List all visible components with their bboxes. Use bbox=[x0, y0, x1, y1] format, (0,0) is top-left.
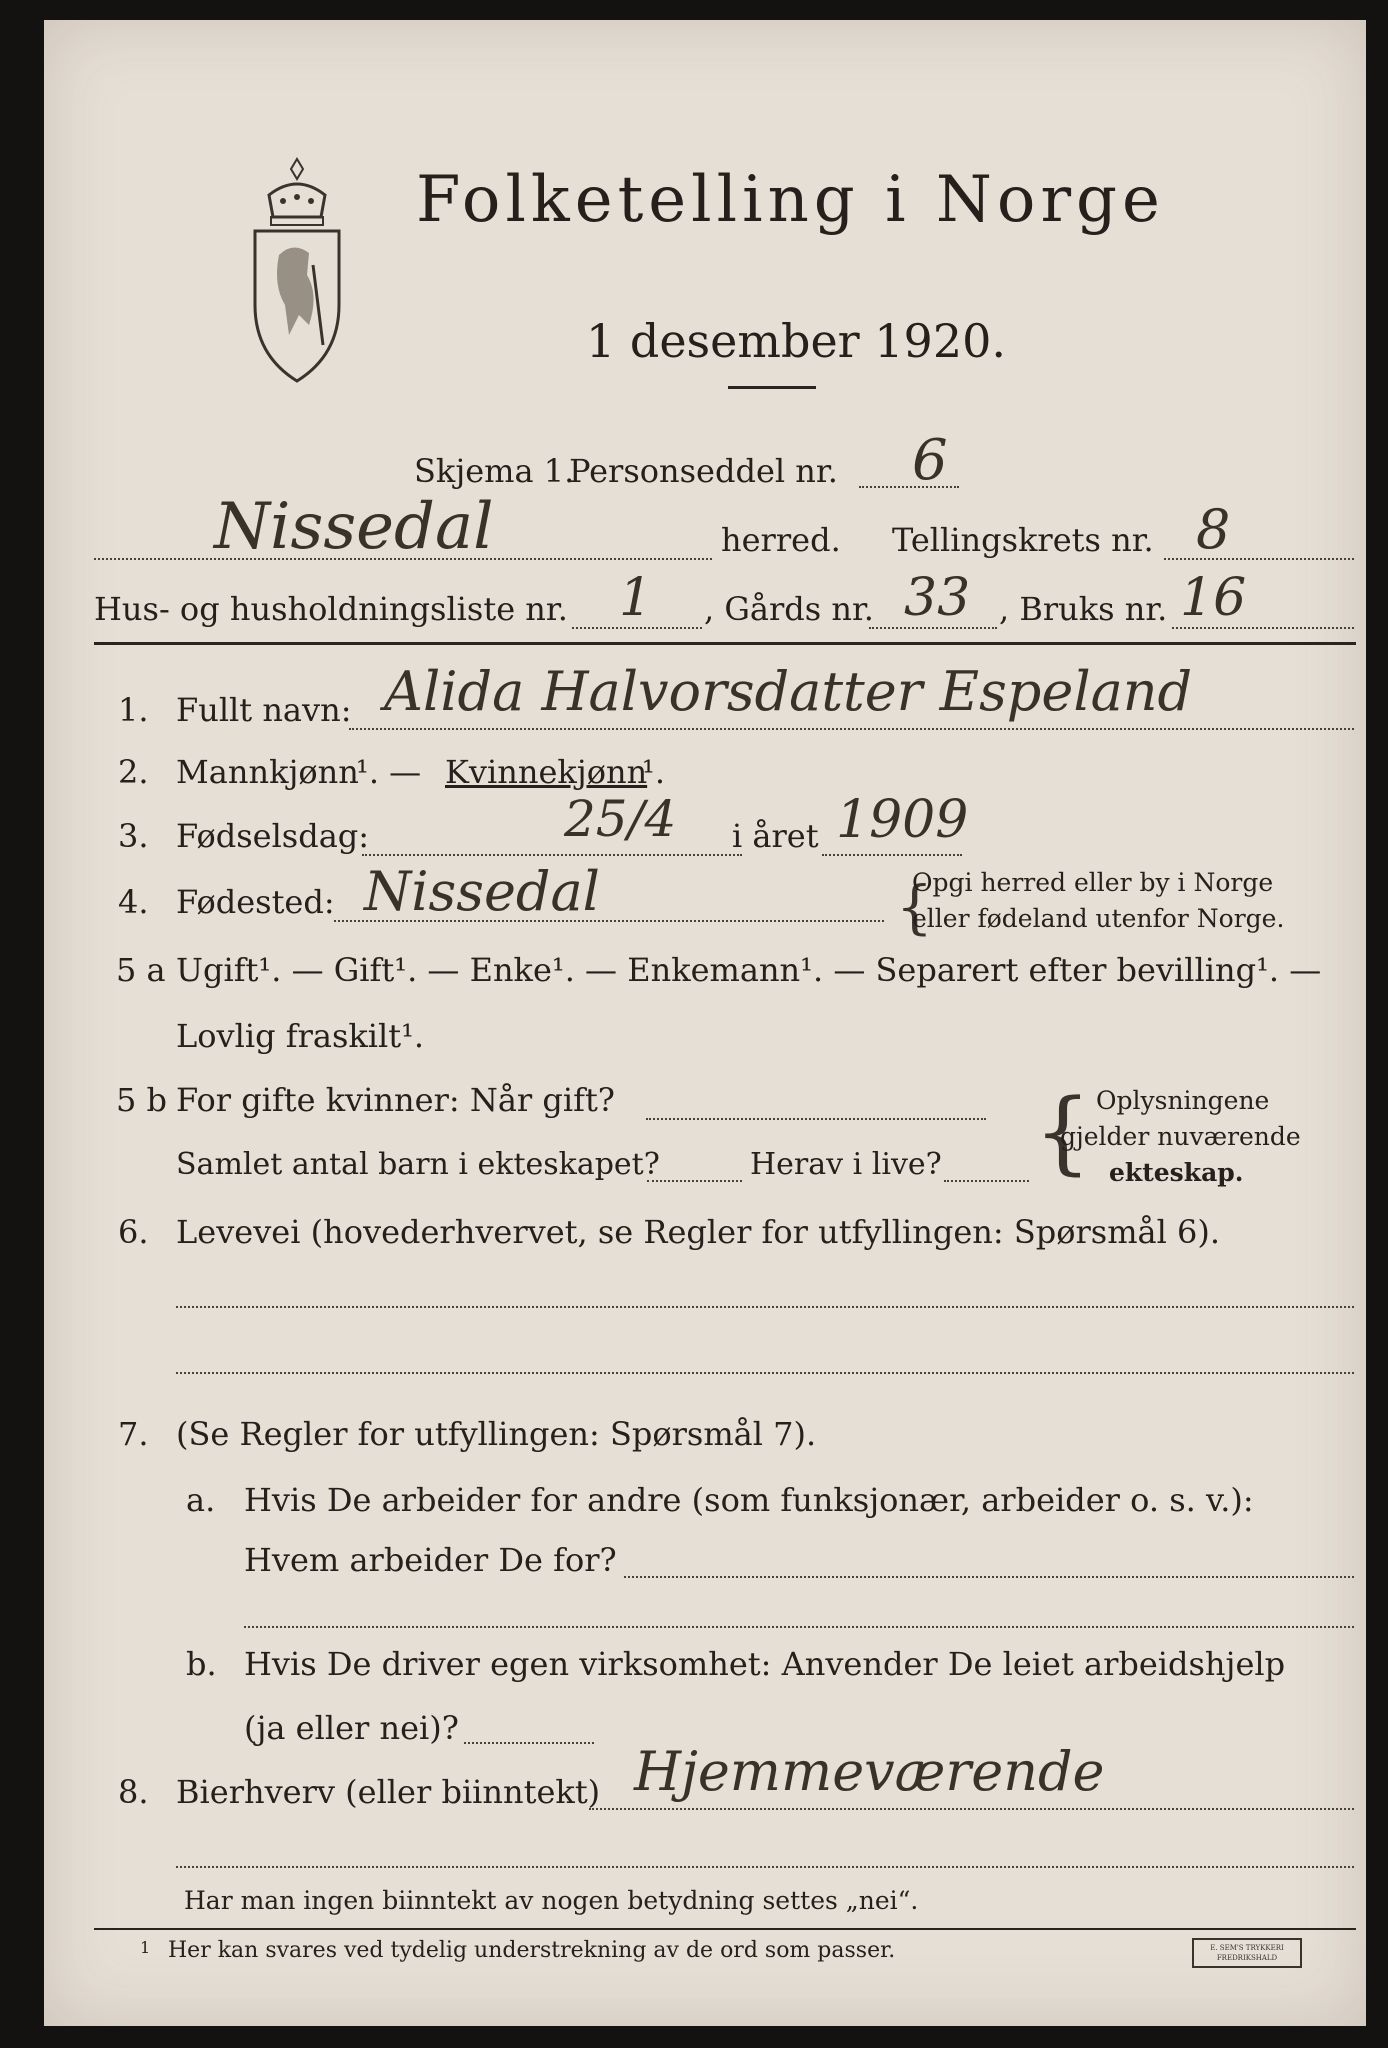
footer-note: Har man ingen biinntekt av nogen betydning settes „nei“. bbox=[184, 1886, 919, 1915]
q3-value: 25/4 bbox=[564, 790, 677, 848]
gards-label: , Gårds nr. bbox=[704, 590, 874, 628]
q7b-line bbox=[464, 1742, 594, 1744]
skjema-label: Skjema 1. bbox=[414, 452, 575, 490]
q5b-brace: { bbox=[1034, 1080, 1092, 1185]
q8-label: Bierhverv (eller biinntekt) bbox=[176, 1773, 601, 1811]
q8-number: 8. bbox=[118, 1773, 149, 1811]
form-title: Folketelling i Norge bbox=[416, 163, 1165, 237]
q5b-number: 5 b bbox=[116, 1081, 168, 1119]
q7a-text: Hvis De arbeider for andre (som funksjonær, arbeider o. s. v.): bbox=[244, 1481, 1254, 1519]
q2-separator: ¹. — bbox=[356, 753, 422, 791]
header-divider bbox=[94, 642, 1356, 645]
q5a-number: 5 a bbox=[116, 951, 166, 989]
herred-value: Nissedal bbox=[214, 490, 494, 564]
footnote-number: 1 bbox=[140, 1938, 151, 1957]
tellingskrets-value: 8 bbox=[1196, 498, 1231, 561]
coat-of-arms-icon bbox=[249, 155, 345, 385]
footnote-text: Her kan svares ved tydelig understrekning av de ord som passer. bbox=[168, 1938, 896, 1963]
q8-line1 bbox=[589, 1808, 1354, 1810]
q6-text: Levevei (hovederhvervet, se Regler for utfyllingen: Spørsmål 6). bbox=[176, 1213, 1221, 1251]
census-form bbox=[44, 20, 1366, 2026]
q5b-note-line1: Oplysningene bbox=[1096, 1086, 1270, 1115]
q2-end: ¹. bbox=[642, 753, 665, 791]
bruks-label: , Bruks nr. bbox=[999, 590, 1168, 628]
personseddel-label: Personseddel nr. bbox=[569, 452, 838, 490]
q5a-options: Ugift¹. — Gift¹. — Enke¹. — Enkemann¹. — Separert efter bevilling¹. — bbox=[176, 951, 1322, 989]
q7a-line2 bbox=[244, 1626, 1354, 1628]
printer-stamp-text: E. SEM'S TRYKKERI FREDRIKSHALD bbox=[1210, 1944, 1284, 1962]
q8-value: Hjemmeværende bbox=[634, 1740, 1105, 1803]
hus-value: 1 bbox=[619, 568, 653, 628]
q5b-note-line3: ekteskap. bbox=[1109, 1158, 1244, 1187]
q7b-letter: b. bbox=[186, 1645, 217, 1683]
q5b-children-line bbox=[647, 1180, 742, 1182]
form-date: 1 desember 1920. bbox=[586, 314, 1006, 368]
q1-label: Fullt navn: bbox=[176, 691, 352, 729]
q7a-line1 bbox=[624, 1576, 1354, 1578]
q4-note-line2: eller fødeland utenfor Norge. bbox=[912, 904, 1285, 933]
q1-number: 1. bbox=[118, 691, 149, 729]
printer-stamp bbox=[1192, 1938, 1302, 1968]
q1-line bbox=[349, 728, 1354, 730]
q6-line2 bbox=[176, 1372, 1354, 1374]
gards-value: 33 bbox=[904, 568, 971, 628]
q7-text: (Se Regler for utfyllingen: Spørsmål 7). bbox=[176, 1415, 817, 1453]
q6-number: 6. bbox=[118, 1213, 149, 1251]
q4-label: Fødested: bbox=[176, 883, 335, 921]
hus-label: Hus- og husholdningsliste nr. bbox=[94, 590, 568, 628]
q5b-label: For gifte kvinner: Når gift? bbox=[176, 1081, 615, 1119]
tellingskrets-line bbox=[1164, 558, 1354, 560]
q2-number: 2. bbox=[118, 753, 149, 791]
q3-year-label: i året bbox=[732, 817, 819, 855]
personseddel-value: 6 bbox=[912, 428, 948, 493]
q4-brace: { bbox=[896, 873, 933, 941]
q5b-note-line2: gjelder nuværende bbox=[1060, 1122, 1301, 1151]
q6-line1 bbox=[176, 1306, 1354, 1308]
q3-year-line bbox=[822, 854, 962, 856]
tellingskrets-label: Tellingskrets nr. bbox=[892, 521, 1154, 559]
title-divider bbox=[728, 386, 816, 389]
q2-female-option: Kvinnekjønn bbox=[445, 753, 648, 791]
q7-number: 7. bbox=[118, 1415, 149, 1453]
q5b-alive-line bbox=[944, 1180, 1029, 1182]
q3-number: 3. bbox=[118, 817, 149, 855]
bruks-value: 16 bbox=[1180, 568, 1247, 628]
q7b-text-cont: (ja eller nei)? bbox=[244, 1709, 459, 1747]
q1-value: Alida Halvorsdatter Espeland bbox=[384, 660, 1193, 723]
q8-line2 bbox=[176, 1866, 1354, 1868]
footnote-divider bbox=[94, 1928, 1356, 1930]
q7a-text-cont: Hvem arbeider De for? bbox=[244, 1541, 617, 1579]
q4-value: Nissedal bbox=[364, 860, 600, 923]
q5b-children-label: Samlet antal barn i ekteskapet? bbox=[176, 1147, 660, 1182]
q4-note-line1: Opgi herred eller by i Norge bbox=[912, 868, 1274, 897]
q7a-letter: a. bbox=[186, 1481, 216, 1519]
q4-number: 4. bbox=[118, 883, 149, 921]
herred-label: herred. bbox=[721, 521, 841, 559]
q2-male-option: Mannkjønn bbox=[176, 753, 359, 791]
q3-year-value: 1909 bbox=[836, 790, 969, 850]
q5b-alive-label: Herav i live? bbox=[750, 1147, 942, 1182]
q3-label: Fødselsdag: bbox=[176, 817, 370, 855]
q5b-married-line bbox=[646, 1118, 986, 1120]
q3-line bbox=[362, 854, 742, 856]
q5a-options-cont: Lovlig fraskilt¹. bbox=[176, 1017, 425, 1055]
q7b-text: Hvis De driver egen virksomhet: Anvender De leiet arbeidshjelp bbox=[244, 1645, 1286, 1683]
